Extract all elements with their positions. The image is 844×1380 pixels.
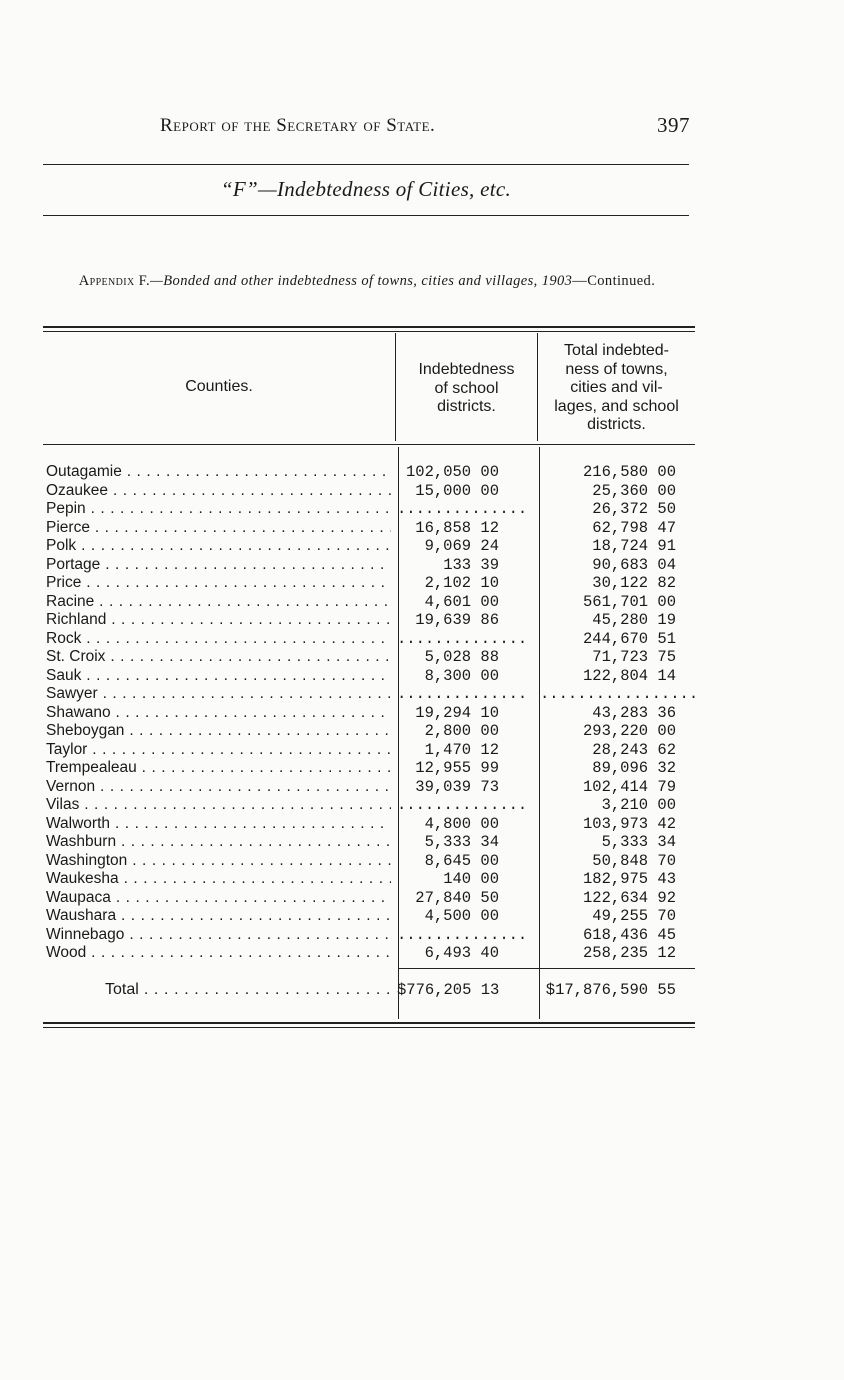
school-indebtedness-value: 5,333 34 [424,833,499,851]
table-row [43,889,695,908]
table-row [43,667,695,686]
county-name: Washington . . . [46,852,391,870]
county-name: Taylor . . . [46,741,391,759]
school-indebtedness-value: 4,601 00 [424,592,499,611]
table-row [43,593,695,612]
table-row [43,704,695,723]
total-indebtedness-value: 49,255 70 [592,907,676,925]
total-school: $776,205 13 [397,981,500,999]
school-indebtedness-value: 5,028 88 [424,648,499,666]
county-name: Price . . . [46,574,391,592]
total-indebtedness-value: 71,723 75 [592,648,676,666]
indebtedness-table [43,325,699,1030]
total-indebtedness-value: 62,798 47 [592,518,676,537]
county-name: Trempealeau . . . [46,759,391,777]
table-top-rule [43,326,695,328]
header-counties: Counties. [185,378,253,395]
school-indebtedness-value: 2,800 00 [424,722,499,740]
county-name: Portage . . . [46,556,391,574]
header-rule-bottom [43,215,689,216]
header-rule-top [43,164,689,165]
county-name: Vilas . . . [46,796,391,814]
school-indebtedness-value: .............. [397,796,528,814]
table-row [43,482,695,501]
county-name: Rock . . . [46,630,391,648]
total-indebtedness-value: 103,973 42 [582,814,676,833]
county-name: Pierce . . . [46,519,391,537]
table-row [43,556,695,575]
school-indebtedness-value: 133 39 [443,555,499,574]
table-row [43,611,695,630]
county-name: Sheboygan . . . [46,722,391,740]
header-school-indebtedness [396,361,537,417]
table-row [43,926,695,945]
header-total-line-4: lages, and school [554,397,679,415]
running-header [160,115,690,139]
county-name: Walworth . . . [46,815,391,833]
total-label: Total . . . [105,981,395,999]
total-indebtedness-value: 618,436 45 [582,925,676,944]
county-name: Sawyer . . . [46,685,391,703]
caption-text: —Bonded and other indebtedness of towns, cities and villages, 1903 [150,273,573,289]
total-indebtedness-value: 50,848 70 [592,851,676,870]
header-school-line-2: of school [434,379,499,397]
total-indebtedness-value: 25,360 00 [592,481,676,500]
total-indebtedness-value: 182,975 43 [582,870,676,888]
total-indebtedness-value: 102,414 79 [582,777,676,796]
school-indebtedness-value: 2,102 10 [424,574,499,592]
header-total-indebtedness [538,342,695,435]
school-indebtedness-value: 27,840 50 [415,888,499,907]
total-indebtedness-value: 43,283 36 [592,703,676,722]
county-name: Waupaca . . . [46,889,391,907]
table-row [43,741,695,760]
school-indebtedness-value: .............. [397,629,528,648]
table-caption [43,272,691,291]
table-row [43,519,695,538]
county-name: Pepin . . . [46,500,391,518]
county-name: Winnebago . . . [46,926,391,944]
caption-continued: —Continued. [572,273,656,289]
total-indebtedness-value: 122,804 14 [582,666,676,685]
total-indebtedness-value: 5,333 34 [601,833,676,851]
total-indebtedness-value: 90,683 04 [592,555,676,574]
caption-lead: Appendix F. [78,273,150,289]
school-indebtedness-value: 19,294 10 [415,703,499,722]
total-row [43,981,695,1001]
running-title: Report of the Secretary of State. [160,115,436,136]
table-row [43,944,695,963]
page-number: 397 [657,113,690,137]
table-bottom-rule-thin [43,1027,695,1028]
school-indebtedness-value: .............. [397,925,528,944]
county-name: Racine . . . [46,593,391,611]
county-name: Vernon . . . [46,778,391,796]
school-indebtedness-value: 6,493 40 [424,944,499,962]
total-indebtedness-value: 293,220 00 [582,722,676,740]
total-indebtedness-value: 89,096 32 [592,759,676,777]
total-indebtedness-value: 244,670 51 [582,629,676,648]
table-row [43,796,695,815]
school-indebtedness-value: .............. [397,500,528,518]
header-school-line-3: districts. [437,398,496,415]
county-name: Waukesha . . . [46,870,391,888]
table-row [43,500,695,519]
table-row [43,778,695,797]
table-top-rule-thin [43,331,695,332]
school-indebtedness-value: 1,470 12 [424,740,499,759]
table-row [43,685,699,704]
county-name: Wood . . . [46,944,391,962]
county-name: St. Croix . . . [46,648,391,666]
table-row [43,574,695,593]
county-name: Outagamie . . . [46,463,391,481]
school-indebtedness-value: 39,039 73 [415,777,499,796]
school-indebtedness-value: 9,069 24 [424,537,499,555]
total-indebtedness-value: 30,122 82 [592,574,676,592]
total-indebtedness-value: 3,210 00 [601,796,676,814]
school-indebtedness-value: 4,800 00 [424,814,499,833]
school-indebtedness-value: 19,639 86 [415,611,499,629]
county-name: Shawano . . . [46,704,391,722]
section-subtitle: “F”—Indebtedness of Cities, etc. [220,177,512,201]
table-row [43,722,695,741]
school-indebtedness-value: 15,000 00 [415,481,499,500]
total-indebtedness-value: 26,372 50 [592,500,676,518]
table-row [43,833,695,852]
total-indebtedness-value: 122,634 92 [582,888,676,907]
total-indebtedness-value: 45,280 19 [592,611,676,629]
school-indebtedness-value: 8,300 00 [424,666,499,685]
total-indebtedness-value: 28,243 62 [592,740,676,759]
header-total-line-1: Total indebted- [564,342,669,359]
total-indebtedness-value: ................. [540,685,699,703]
header-bottom-rule [43,444,695,445]
total-all: $17,876,590 55 [545,981,676,999]
school-indebtedness-value: 16,858 12 [415,518,499,537]
header-school-line-1: Indebtedness [418,361,515,378]
county-name: Washburn . . . [46,833,391,851]
total-indebtedness-value: 561,701 00 [582,592,676,611]
total-rule [398,968,695,969]
county-name: Ozaukee . . . [46,482,391,500]
table-row [43,648,695,667]
total-indebtedness-value: 258,235 12 [582,944,676,962]
header-total-line-3: cities and vil- [570,379,663,396]
school-indebtedness-value: 140 00 [443,870,499,888]
table-body [43,463,699,963]
county-name: Sauk . . . [46,667,391,685]
county-name: Waushara . . . [46,907,391,925]
table-row [43,815,695,834]
total-indebtedness-value: 18,724 91 [592,537,676,555]
county-name: Richland . . . [46,611,391,629]
table-row [43,852,695,871]
school-indebtedness-value: 8,645 00 [424,851,499,870]
table-row [43,759,695,778]
school-indebtedness-value: .............. [397,685,528,703]
table-row [43,630,695,649]
table-row [43,907,695,926]
school-indebtedness-value: 12,955 99 [415,759,499,777]
table-row [43,870,695,889]
school-indebtedness-value: 4,500 00 [424,907,499,925]
header-total-line-2: ness of towns, [565,360,668,378]
table-bottom-rule [43,1022,695,1024]
total-indebtedness-value: 216,580 00 [582,463,676,481]
table-row [43,537,695,556]
header-total-line-5: districts. [587,416,646,433]
table-row [43,463,695,482]
county-name: Polk . . . [46,537,391,555]
school-indebtedness-value: 102,050 00 [405,463,499,481]
